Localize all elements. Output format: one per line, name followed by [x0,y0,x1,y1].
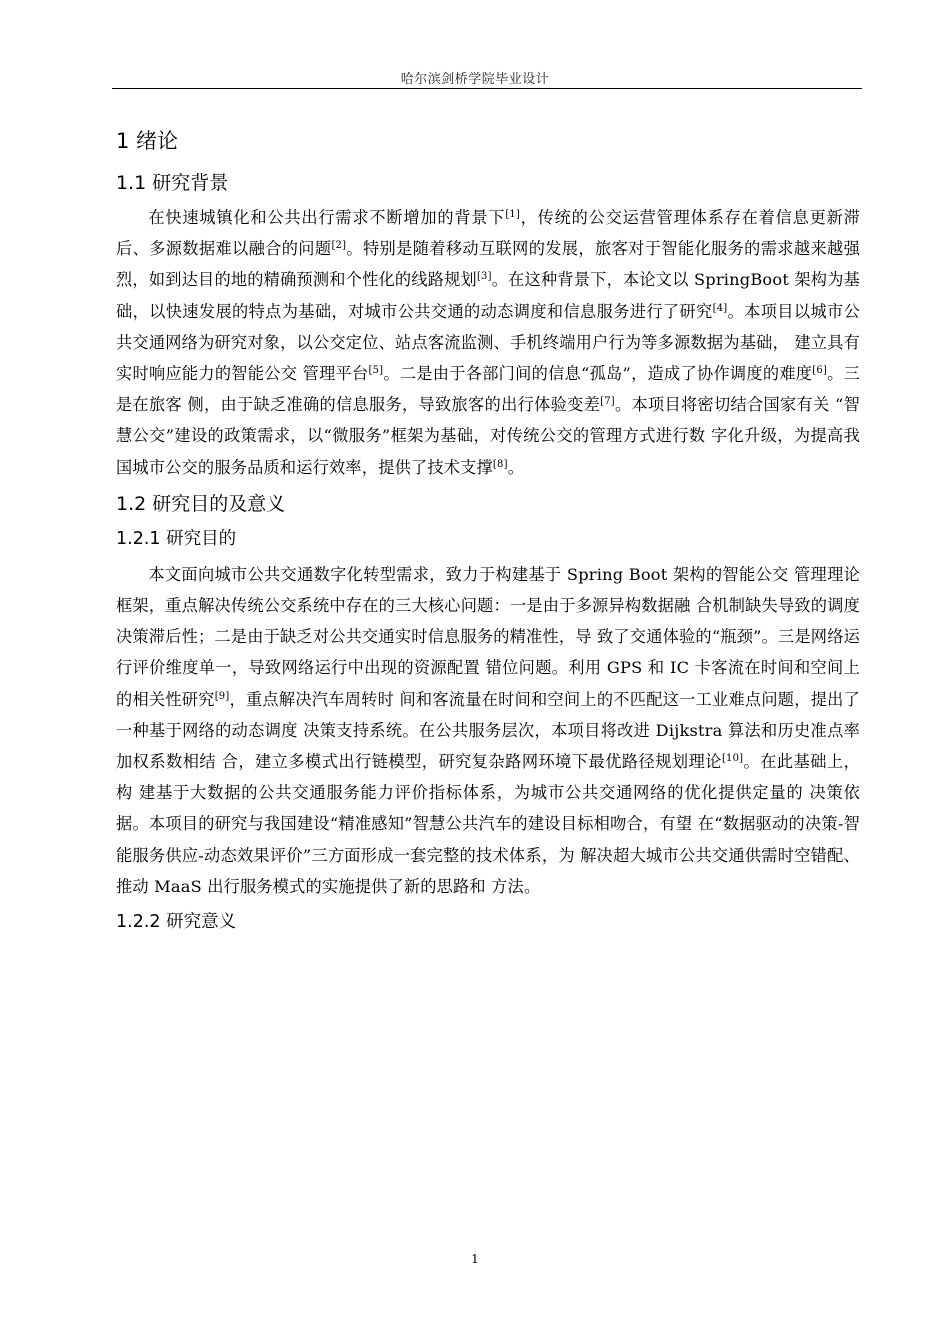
citation-ref: [6] [812,365,828,377]
paragraph-purpose [116,559,860,902]
citation-ref: [2] [331,240,347,252]
citation-ref: [10] [721,753,744,765]
text-run: ，重点解决汽车周转时 间和客流量在时间和空间上的不匹配这一工业难点问题，提出了一种基于网络的动态调度 决策支持系统。在公共服务层次，本项目将改进 Dijkstra 算法和历史准点率加权系数相结 合，建立多模式出行链模型，研究复杂路网环境下最优路径规划理论 [116,689,860,772]
citation-ref: [4] [712,302,728,314]
section-title-1-2: 1.2 研究目的及意义 [116,492,286,515]
page-header: 哈尔滨剑桥学院毕业设计 [400,72,550,87]
text-run: 本文面向城市公共交通数字化转型需求，致力于构建基于 Spring Boot 架构的智能公交 管理理论框架，重点解决传统公交系统中存在的三大核心问题：一是由于多源异构数据融 合机制缺失导致的调度决策滞后性；二是由于缺乏对公共交通实时信息服务的精准性，导 致了交通体验的“瓶颈”。三是网络运行评价维度单一，导致网络运行中出现的资源配置 错位问题。利用 GPS 和 IC 卡客流在时间和空间上的相关性研究 [116,564,860,709]
citation-ref: [8] [492,458,508,470]
text-run: 。二是由于各部门间的信息“孤岛”，造成了协作调度的难度 [383,364,813,384]
text-run: 。本项目以城市公共交通网络为研究对象，以公交定位、站点客流监测、手机终端用户行为等多源数据为基础， 建立具有实时响应能力的智能公交 管理平台 [116,301,860,384]
text-run: 。在此基础上， 构 建基于大数据的公共交通服务能力评价指标体系，为城市公共交通网络的优化提供定量的 决策依据。本项目的研究与我国建设“精准感知”智慧公共汽车的建设目标相吻合，有望 在“数据驱动的决策-智能服务供应-动态效果评价”三方面形成一套完整的技术体系，为 解决超大城市公共交通供需时空错配、推动 MaaS 出行服务模式的实施提供了新的思路和 方法。 [116,752,860,896]
citation-ref: [9] [214,690,230,702]
section-title-1-2-1: 1.2.1 研究目的 [116,528,237,549]
text-run: ，传统的公交运营管理体系存在着信息更新滞后、多源数据难以融合的问题 [116,208,860,259]
text-run: 。特别是随着移动互联网的发展，旅客对于智能化服务的需求越来越强烈，如到达目的地的精确预测和个性化的线路规划 [116,239,860,290]
text-run: 。本项目将密切结合国家有关 “智慧公交”建设的政策需求，以“微服务”框架为基础，对传统公交的管理方式进行数 字化升级，为提高我国城市公交的服务品质和运行效率，提供了技术支撑 [116,395,860,477]
page-number: 1 [471,1252,479,1266]
section-title-1-1: 1.1 研究背景 [116,172,229,194]
header-rule [112,88,862,89]
paragraph-background [116,202,860,483]
text-run: 。在这种背景下，本论文以 SpringBoot 架构为基础，以快速发展的特点为基础，对城市公共交通的动态调度和信息服务进行了研究 [116,270,860,321]
citation-ref: [7] [600,396,615,408]
citation-ref: [1] [505,209,521,220]
citation-ref: [5] [368,365,384,377]
text-run: 在快速城镇化和公共出行需求不断增加的背景下 [148,208,506,227]
chapter-title: 1 绪论 [116,129,179,153]
text-run: 。三是在旅客 侧，由于缺乏准确的信息服务，导致旅客的出行体验变差 [116,364,860,415]
citation-ref: [3] [476,271,492,283]
page-content [116,124,860,942]
text-run: 。 [507,457,525,477]
section-title-1-2-2: 1.2.2 研究意义 [116,912,237,933]
